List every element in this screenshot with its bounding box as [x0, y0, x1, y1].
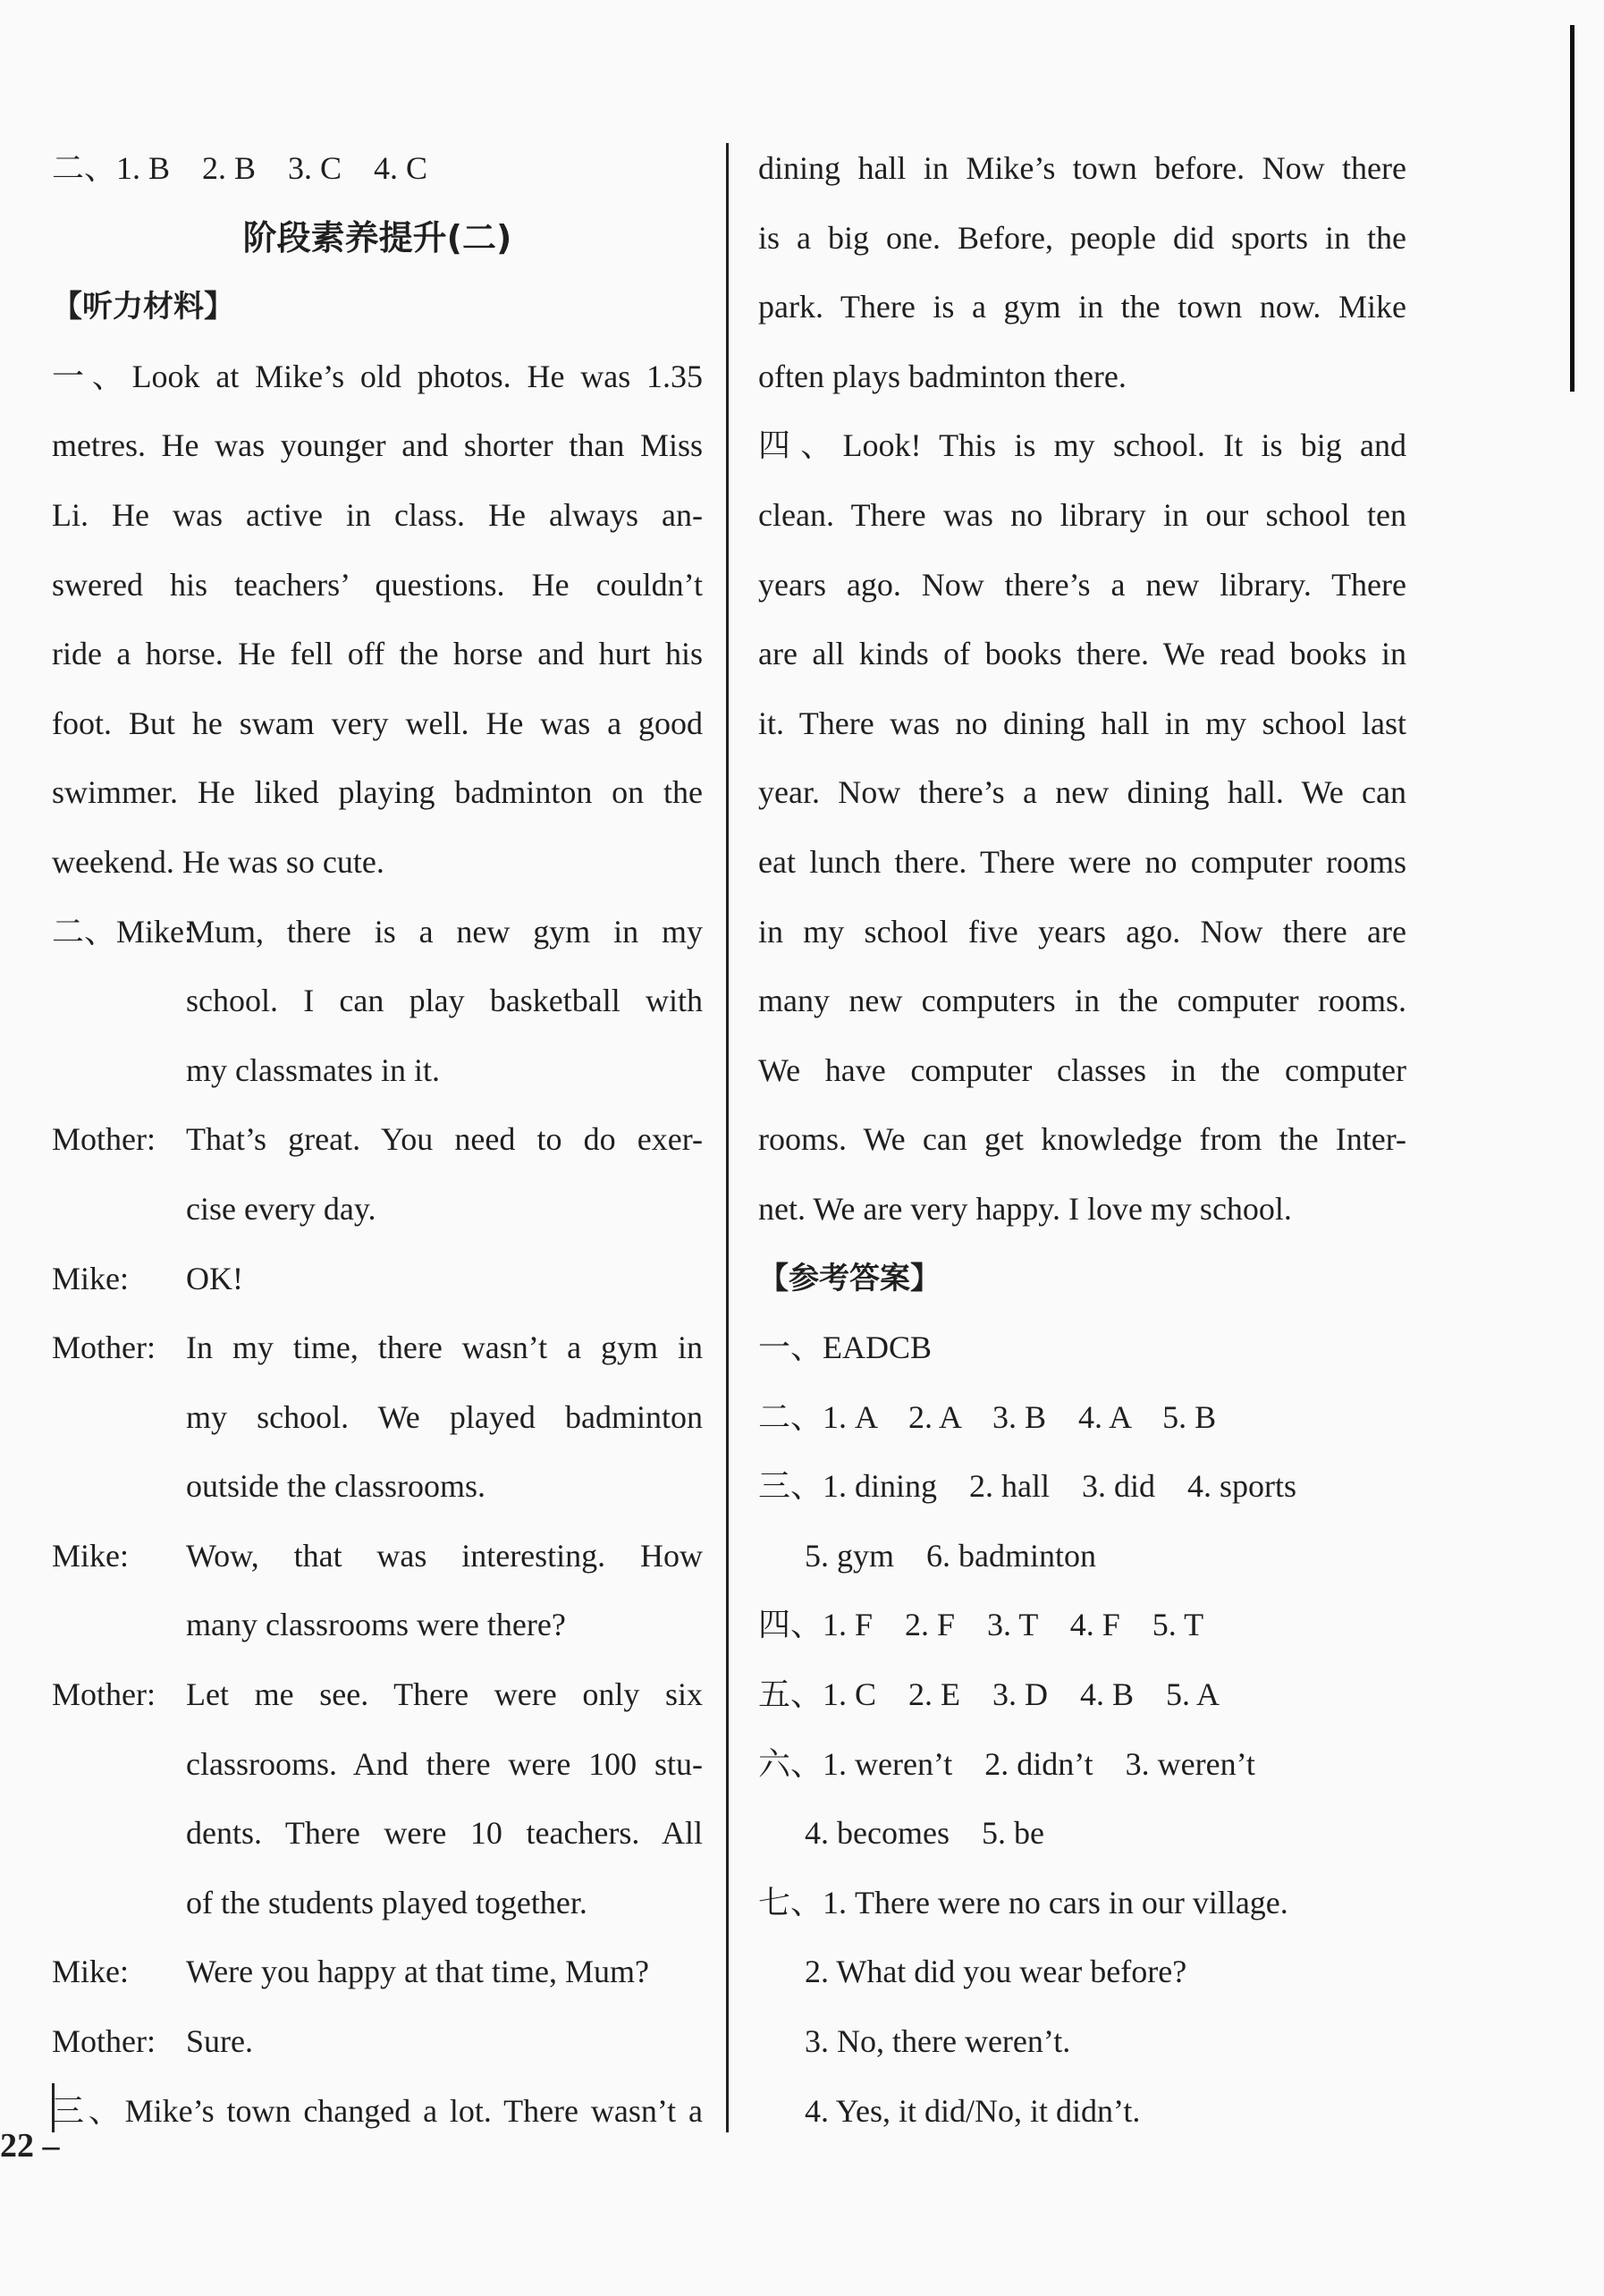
text-line: swered his teachers’ questions. He couldn’t — [52, 566, 703, 603]
part-1-text — [52, 342, 703, 898]
page-edge-mark — [1570, 25, 1574, 392]
part-4-text — [758, 411, 1406, 1244]
text-line: in my school five years ago. Now there are — [758, 913, 1406, 950]
dialogue-text: school. I can play basketball with — [186, 983, 703, 1019]
answer-line: 4. becomes 5. be — [805, 1815, 1044, 1852]
text-line: often plays badminton there. — [758, 358, 1127, 394]
text-line: are all kinds of books there. We read books in — [758, 636, 1406, 672]
text-line: it. There was no dining hall in my school last — [758, 705, 1406, 741]
text-line: years ago. Now there’s a new library. There — [758, 566, 1406, 603]
dialogue-text: dents. There were 10 teachers. All — [186, 1815, 703, 1852]
answer-line: 二、1. A 2. A 3. B 4. A 5. B — [758, 1398, 1217, 1435]
dialogue-text: In my time, there wasn’t a gym in — [186, 1329, 703, 1366]
dialogue-text: That’s great. You need to do exer- — [186, 1121, 703, 1158]
dialogue-line — [52, 1937, 703, 2007]
speaker-label: Mother: — [52, 1676, 156, 1713]
text-line: 四、Look! This is my school. It is big and — [758, 427, 1406, 464]
answer-list — [758, 1313, 1406, 2146]
dialogue-line — [52, 1660, 703, 1730]
dialogue-text: Were you happy at that time, Mum? — [186, 1954, 649, 1990]
text-line: clean. There was no library in our school ten — [758, 496, 1406, 533]
dialogue-text: Sure. — [186, 2023, 253, 2060]
speaker-label: Mother: — [52, 1121, 156, 1158]
speaker-label: Mike: — [52, 1954, 129, 1990]
text-line: foot. But he swam very well. He was a good — [52, 705, 703, 741]
dialogue-text: many classrooms were there? — [186, 1607, 566, 1643]
text-line: eat lunch there. There were no computer rooms — [758, 843, 1406, 880]
right-column — [758, 134, 1406, 2146]
speaker-label: 二、Mike: — [52, 913, 193, 950]
dialogue-text: of the students played together. — [186, 1884, 587, 1920]
speaker-label: Mother: — [52, 1329, 156, 1366]
dialogue-text: Wow, that was interesting. How — [186, 1537, 703, 1574]
text-line: is a big one. Before, people did sports in the — [758, 219, 1406, 256]
answer-line: 五、1. C 2. E 3. D 4. B 5. A — [758, 1676, 1220, 1713]
text-line: Li. He was active in class. He always an- — [52, 496, 703, 533]
answer-line: 四、1. F 2. F 3. T 4. F 5. T — [758, 1607, 1204, 1643]
text-line: dining hall in Mike’s town before. Now there — [758, 150, 1406, 186]
part-3-start: 三、Mike’s town changed a lot. There wasn’t a — [52, 2092, 703, 2129]
speaker-label: Mother: — [52, 2023, 156, 2060]
text-line: 一、Look at Mike’s old photos. He was 1.35 — [52, 358, 703, 394]
dialogue-line — [52, 1313, 703, 1383]
part-3-continued — [758, 134, 1406, 411]
column-divider — [726, 143, 729, 2132]
answers-label: 【参考答案】 — [758, 1260, 941, 1296]
part-2-dialogue — [52, 898, 703, 2077]
answer-line: 一、EADCB — [758, 1329, 933, 1366]
answer-line: 3. No, there weren’t. — [805, 2023, 1071, 2060]
dialogue-line — [52, 1245, 703, 1314]
text-line: metres. He was younger and shorter than Miss — [52, 427, 703, 464]
answer-line: 六、1. weren’t 2. didn’t 3. weren’t — [758, 1745, 1255, 1782]
text-line: ride a horse. He fell off the horse and hurt his — [52, 636, 703, 672]
left-column — [52, 134, 703, 2146]
section-title: 阶段素养提升(二) — [242, 217, 512, 257]
text-line: park. There is a gym in the town now. Mike — [758, 289, 1406, 325]
answer-line: 4. Yes, it did/No, it didn’t. — [805, 2092, 1141, 2129]
page-number: 22 – — [0, 2127, 60, 2165]
dialogue-text: outside the classrooms. — [186, 1468, 485, 1505]
prev-answer-line: 二、1. B 2. B 3. C 4. C — [52, 150, 428, 186]
dialogue-text: Mum, there is a new gym in my — [186, 913, 703, 950]
dialogue-line — [52, 898, 703, 967]
dialogue-text: cise every day. — [186, 1190, 376, 1227]
text-line: rooms. We can get knowledge from the Inter- — [758, 1121, 1406, 1158]
dialogue-text: Let me see. There were only six — [186, 1676, 703, 1713]
text-line: year. Now there’s a new dining hall. We can — [758, 774, 1406, 811]
text-line: net. We are very happy. I love my school. — [758, 1190, 1292, 1227]
text-line: We have computer classes in the computer — [758, 1051, 1406, 1088]
dialogue-text: OK! — [186, 1260, 243, 1296]
dialogue-text: my classmates in it. — [186, 1051, 440, 1088]
text-line: weekend. He was so cute. — [52, 843, 384, 880]
speaker-label: Mike: — [52, 1537, 129, 1574]
answer-line: 七、1. There were no cars in our village. — [758, 1884, 1288, 1920]
dialogue-line — [52, 1522, 703, 1591]
text-line: swimmer. He liked playing badminton on the — [52, 774, 703, 811]
dialogue-line — [52, 2007, 703, 2077]
speaker-label: Mike: — [52, 1260, 129, 1296]
dialogue-line — [52, 1105, 703, 1175]
dialogue-text: classrooms. And there were 100 stu- — [186, 1745, 703, 1782]
dialogue-text: my school. We played badminton — [186, 1398, 703, 1435]
answer-line: 三、1. dining 2. hall 3. did 4. sports — [758, 1468, 1296, 1505]
answer-line: 5. gym 6. badminton — [805, 1537, 1096, 1574]
answer-line: 2. What did you wear before? — [805, 1954, 1187, 1990]
listening-label: 【听力材料】 — [52, 289, 234, 325]
text-line: many new computers in the computer rooms. — [758, 983, 1406, 1019]
